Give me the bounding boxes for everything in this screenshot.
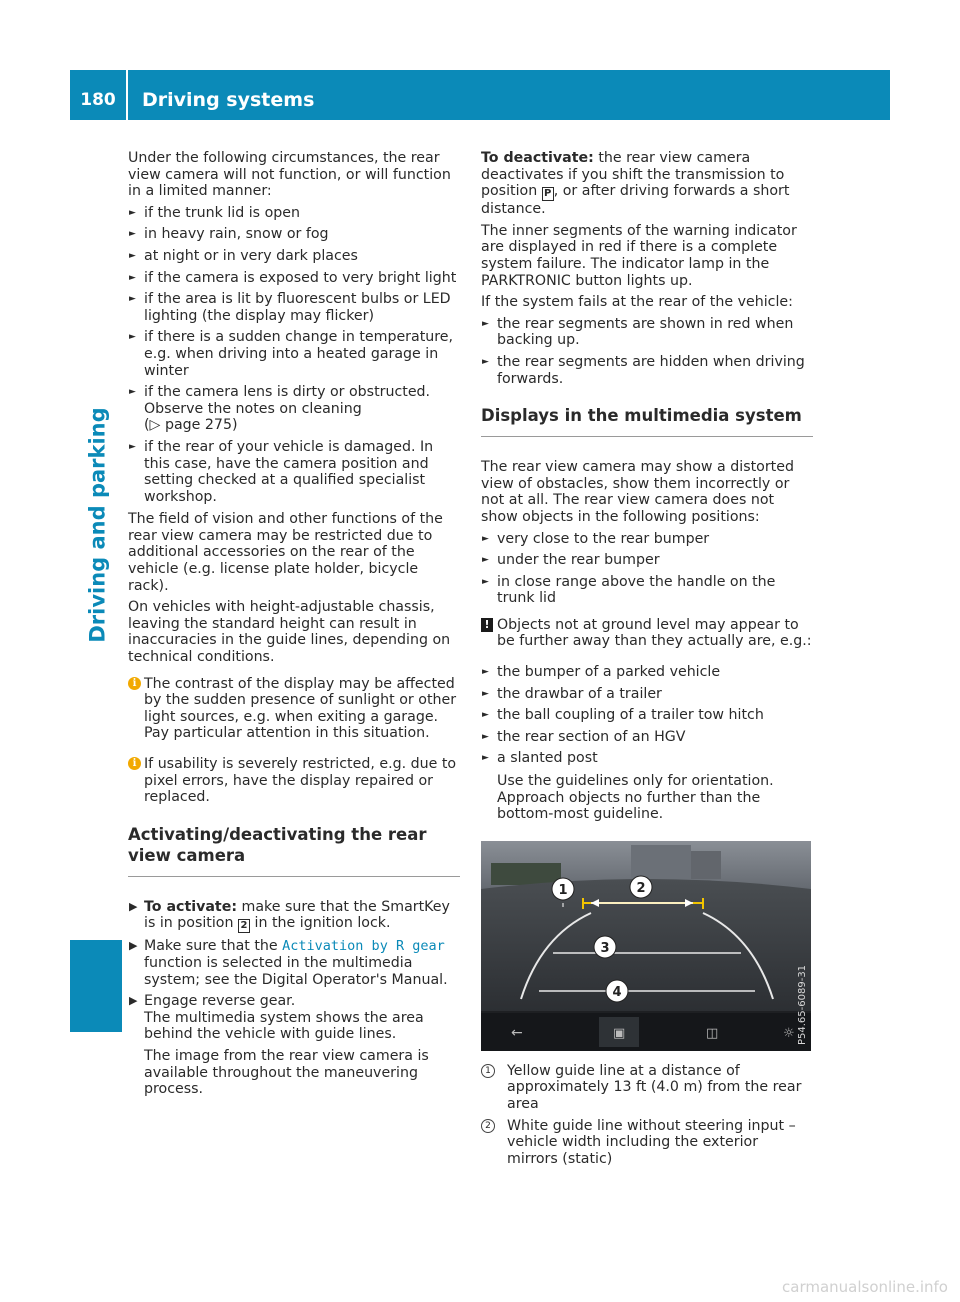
warning-examples-list: [481, 664, 813, 767]
info-note-usability: i If usability is severely restricted, e.g. due to pixel errors, have the display repaired or replaced.: [128, 756, 460, 806]
key-position-box: 2: [238, 919, 250, 933]
rear-camera-image: [481, 841, 811, 1051]
bullet-icon: ►: [482, 356, 489, 367]
right-column: [481, 150, 813, 1172]
bullet-icon: ►: [129, 272, 136, 283]
bullet-icon: ►: [129, 294, 136, 305]
callout-legend-item: 2 White guide line without steering input – vehicle width including the exterior mirrors (static): [481, 1118, 813, 1168]
callout-number: 2: [481, 1119, 495, 1133]
step-arrow-icon: ▶: [129, 899, 138, 913]
list-item: ► if the camera is exposed to very bright light: [129, 269, 457, 286]
rear-fail-list: [481, 316, 813, 387]
warning-note: ! Objects not at ground level may appear to be further away than they actually are, e.g.:: [481, 617, 813, 650]
step-arrow-icon: ▶: [129, 939, 138, 953]
svg-text:4: 4: [612, 984, 622, 1000]
svg-text:2: 2: [636, 880, 646, 896]
step-extra-paragraph: The image from the rear view camera is available throughout the maneuvering process.: [144, 1047, 429, 1098]
field-of-vision-paragraph: The field of vision and other functions of the rear view camera may be restricted due to additional accessories on the rear of the vehicle (e.g. license plate holder, bicycle rack).: [128, 511, 443, 594]
chassis-paragraph: On vehicles with height-adjustable chassis, leaving the standard height can result in inaccuracies in the guide lines, depending on technical conditions.: [128, 599, 451, 666]
list-item: ► the drawbar of a trailer: [482, 685, 662, 702]
bullet-icon: ►: [129, 387, 136, 398]
callout-3: [594, 936, 616, 958]
bullet-icon: ►: [482, 731, 489, 742]
side-tab-marker: [70, 940, 122, 1032]
warning-icon: !: [481, 618, 493, 632]
guide-view-icon: ◫: [706, 1025, 719, 1041]
list-item: ► the rear segments are hidden when driving forwards.: [482, 353, 805, 387]
deactivate-paragraph: To deactivate: the rear view camera deactivates if you shift the transmission to position P , or after driving forwards a short distance.: [481, 150, 790, 218]
list-item: ► if there is a sudden change in temperature, e.g. when driving into a heated garage in winter: [129, 329, 454, 379]
segments-paragraph: The inner segments of the warning indicator are displayed in red if there is a complete system failure. The indicator lamp in the PARKTRONIC button lights up.: [481, 222, 797, 289]
list-item: ► in close range above the handle on the trunk lid: [482, 573, 776, 607]
conditions-list: [128, 205, 460, 506]
bullet-icon: ►: [129, 332, 136, 343]
callout-4: [606, 980, 628, 1002]
figure-code: P54.65-6089-31: [797, 964, 808, 1045]
callout-number: 1: [481, 1064, 495, 1078]
brightness-icon: ☼: [783, 1025, 795, 1041]
step-engage-reverse: ▶ Engage reverse gear. The multimedia system shows the area behind the vehicle with guide lines.: [129, 993, 424, 1043]
info-icon: i: [128, 677, 141, 690]
bullet-icon: ►: [129, 229, 136, 240]
bullet-icon: ►: [482, 688, 489, 699]
callout-2: [630, 876, 652, 898]
trees: [491, 863, 561, 885]
camera-menu-bar: [481, 1013, 811, 1051]
list-item: ► if the area is lit by fluorescent bulbs or LED lighting (the display may flicker): [129, 291, 451, 324]
list-item: ► at night or in very dark places: [129, 247, 358, 264]
svg-text:3: 3: [600, 940, 610, 956]
watermark: carmanualsonline.info: [782, 1278, 948, 1297]
list-item: ► a slanted post: [482, 750, 598, 767]
bullet-icon: ►: [482, 667, 489, 678]
bullet-icon: ►: [129, 441, 136, 452]
header-divider: [126, 70, 128, 120]
distorted-paragraph: The rear view camera may show a distorted view of obstacles, show them incorrectly or not at all. The rear view camera does not show objects in the following positions:: [481, 459, 794, 525]
list-item: ► the ball coupling of a trailer tow hitch: [482, 707, 764, 724]
bullet-icon: ►: [482, 710, 489, 721]
bullet-icon: ►: [482, 753, 489, 764]
step-activation-setting: ▶ Make sure that the Activation by R gear function is selected in the multimedia system; see the Digital Operator's Manual.: [129, 938, 448, 988]
list-item: ► if the trunk lid is open: [129, 204, 300, 221]
side-tab-label: Driving and parking: [85, 407, 110, 643]
step-arrow-icon: ▶: [129, 994, 138, 1008]
positions-list: [481, 531, 813, 607]
rear-fail-paragraph: If the system fails at the rear of the vehicle:: [481, 294, 793, 311]
page-header: [70, 70, 890, 120]
camera-view-icon: ▣: [613, 1025, 626, 1041]
callout-legend-item: 1 Yellow guide line at a distance of approximately 13 ft (4.0 m) from the rear area: [481, 1063, 813, 1113]
info-note-contrast: i The contrast of the display may be affected by the sudden presence of sunlight or other light sources, e.g. when exiting a garage. Pay particular attention in this situation.: [128, 676, 460, 742]
list-item: ► if the rear of your vehicle is damaged. In this case, have the camera position and setting checked at a qualified specialist workshop.: [129, 438, 434, 505]
rear-camera-figure: [481, 841, 811, 1051]
list-item: ► the rear segments are shown in red when backing up.: [482, 315, 794, 349]
bullet-icon: ►: [482, 318, 489, 329]
list-item: ► the bumper of a parked vehicle: [482, 664, 721, 681]
section-title: Driving systems: [142, 89, 315, 111]
building: [691, 851, 721, 879]
step-result-text: The multimedia system shows the area behind the vehicle with guide lines.: [144, 1009, 424, 1043]
key-position-box: P: [542, 187, 554, 201]
list-item: ► in heavy rain, snow or fog: [129, 226, 329, 243]
bullet-icon: ►: [482, 555, 489, 566]
list-item: ► if the camera lens is dirty or obstructed. Observe the notes on cleaning (▷ page 275): [129, 384, 431, 434]
activation-by-r-gear-link[interactable]: Activation by R gear: [282, 938, 445, 955]
list-item: ► the rear section of an HGV: [482, 728, 686, 745]
bullet-icon: ►: [482, 533, 489, 544]
bullet-icon: ►: [482, 576, 489, 587]
list-item: ► very close to the rear bumper: [482, 530, 710, 547]
left-column: [128, 150, 460, 1103]
guidelines-paragraph: Use the guidelines only for orientation. Approach objects no further than the bottom-most guideline.: [497, 773, 774, 823]
side-tab: [70, 120, 122, 1280]
back-icon: ←: [511, 1024, 523, 1041]
bullet-icon: ►: [129, 207, 136, 218]
page-reference-link[interactable]: (▷ page 275): [144, 417, 238, 434]
building: [631, 845, 691, 879]
page-number: 180: [80, 90, 116, 110]
svg-text:1: 1: [558, 882, 568, 898]
bullet-icon: ►: [129, 250, 136, 261]
list-item: ► under the rear bumper: [482, 552, 660, 569]
heading-displays: Displays in the multimedia system: [481, 405, 813, 437]
info-icon: i: [128, 757, 141, 770]
heading-activating: Activating/deactivating the rear view camera: [128, 824, 460, 877]
step-activate: ▶ To activate: make sure that the SmartKey is in position 2 in the ignition lock.: [129, 898, 450, 932]
intro-paragraph: Under the following circumstances, the rear view camera will not function, or will function in a limited manner:: [128, 150, 451, 200]
